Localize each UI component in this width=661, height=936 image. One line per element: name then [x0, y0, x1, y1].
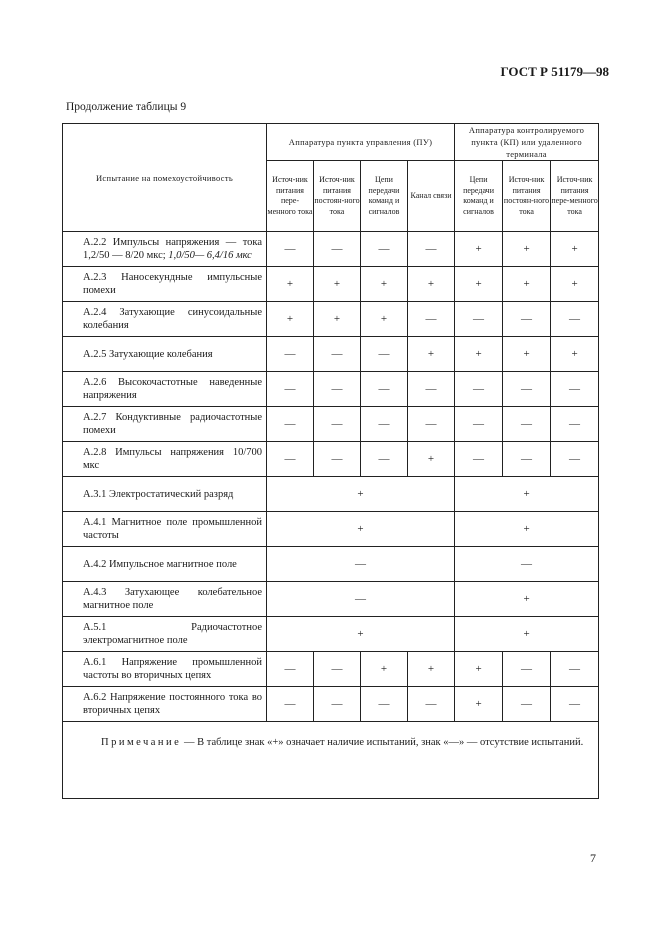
- page-number: 7: [590, 851, 596, 865]
- result-cell: —: [503, 652, 551, 687]
- test-name: А.2.3 Наносекундные импульсные помехи: [83, 272, 262, 296]
- note-text: — В таблице знак «+» означает наличие испытаний, знак «—» — отсутствие испытаний.: [181, 737, 584, 748]
- result-cell-kp: +: [455, 582, 599, 617]
- result-cell: —: [314, 372, 361, 407]
- table-row: [63, 232, 599, 267]
- test-name-cell: [63, 477, 267, 512]
- result-cell: —: [455, 442, 503, 477]
- result-cell: —: [503, 442, 551, 477]
- corner-header: Испытание на помехоустойчивость: [63, 124, 267, 232]
- result-cell: +: [408, 267, 455, 302]
- result-cell: +: [455, 232, 503, 267]
- test-name: А.2.8 Импульсы напряжения 10/700 мкс: [83, 447, 262, 471]
- table-row: [63, 337, 599, 372]
- result-cell: +: [408, 442, 455, 477]
- test-name-cell: [63, 547, 267, 582]
- result-cell: —: [551, 687, 599, 722]
- test-name-cell: [63, 512, 267, 547]
- table-note: [63, 722, 599, 799]
- result-cell: +: [314, 267, 361, 302]
- test-name-cell: [63, 302, 267, 337]
- result-cell: +: [314, 302, 361, 337]
- column-header: Цепи передачи команд и сигналов: [361, 161, 408, 232]
- table-row: [63, 512, 599, 547]
- result-cell: —: [551, 372, 599, 407]
- table-row: [63, 407, 599, 442]
- result-cell: —: [455, 407, 503, 442]
- result-cell: —: [361, 407, 408, 442]
- result-cell: +: [267, 267, 314, 302]
- result-cell: —: [361, 687, 408, 722]
- table-row: [63, 687, 599, 722]
- result-cell: —: [267, 442, 314, 477]
- result-cell-kp: +: [455, 617, 599, 652]
- result-cell: —: [314, 687, 361, 722]
- result-cell: —: [408, 372, 455, 407]
- table-row: [63, 442, 599, 477]
- test-name-cell: [63, 267, 267, 302]
- test-name-cell: [63, 407, 267, 442]
- result-cell: —: [503, 302, 551, 337]
- test-name: А.4.2 Импульсное магнитное поле: [83, 558, 237, 570]
- result-cell: —: [408, 687, 455, 722]
- table-row: [63, 617, 599, 652]
- result-cell-pu: +: [267, 512, 455, 547]
- result-cell: +: [361, 652, 408, 687]
- result-cell: —: [551, 652, 599, 687]
- result-cell: —: [503, 372, 551, 407]
- document-id: ГОСТ Р 51179—98: [500, 64, 609, 79]
- table-row: [63, 372, 599, 407]
- table-body: [63, 232, 599, 722]
- column-header: Цепи передачи команд и сигналов: [455, 161, 503, 232]
- result-cell: +: [551, 337, 599, 372]
- column-header: Источ-ник питания постоян-ного тока: [503, 161, 551, 232]
- result-cell: —: [503, 687, 551, 722]
- result-cell: —: [314, 652, 361, 687]
- result-cell: +: [408, 337, 455, 372]
- result-cell: —: [267, 337, 314, 372]
- result-cell-pu: —: [267, 582, 455, 617]
- test-name: А.2.2 Импульсы напряжения — тока 1,2/50 — 8/20 мкс;: [83, 237, 262, 261]
- result-cell: —: [267, 372, 314, 407]
- result-cell: —: [314, 407, 361, 442]
- result-cell: —: [267, 232, 314, 267]
- test-name-cell: [63, 582, 267, 617]
- table-row: [63, 582, 599, 617]
- result-cell: —: [314, 442, 361, 477]
- test-name: А.3.1 Электростатический разряд: [83, 488, 234, 500]
- result-cell: —: [361, 337, 408, 372]
- test-name-italic: 1,0/50— 6,4/16 мкс: [168, 250, 252, 261]
- result-cell: —: [455, 302, 503, 337]
- column-header: Канал связи: [408, 161, 455, 232]
- result-cell: —: [267, 687, 314, 722]
- result-cell: +: [503, 337, 551, 372]
- test-name: А.6.2 Напряжение постоянного тока во вторичных цепях: [83, 692, 262, 716]
- test-name-cell: [63, 372, 267, 407]
- group-header-pu: Аппаратура пункта управления (ПУ): [267, 124, 455, 161]
- result-cell: —: [314, 337, 361, 372]
- result-cell: —: [503, 407, 551, 442]
- result-cell: —: [551, 442, 599, 477]
- result-cell: —: [455, 372, 503, 407]
- result-cell: —: [408, 407, 455, 442]
- result-cell: +: [551, 232, 599, 267]
- table-row: [63, 477, 599, 512]
- result-cell: +: [455, 337, 503, 372]
- test-name-cell: [63, 617, 267, 652]
- result-cell-pu: —: [267, 547, 455, 582]
- test-name-cell: [63, 232, 267, 267]
- table-header: [63, 124, 599, 232]
- result-cell: +: [503, 267, 551, 302]
- table-row: [63, 652, 599, 687]
- result-cell: +: [361, 302, 408, 337]
- test-name: А.4.3 Затухающее колебательное магнитное поле: [83, 587, 262, 611]
- result-cell: —: [408, 302, 455, 337]
- test-name: А.2.6 Высокочастотные наведенные напряжения: [83, 377, 262, 401]
- result-cell: +: [455, 687, 503, 722]
- result-cell: +: [361, 267, 408, 302]
- test-name-cell: [63, 337, 267, 372]
- test-name: А.2.5 Затухающие колебания: [83, 348, 213, 360]
- group-header-kp: Аппаратура контролируемого пункта (КП) или удаленного терминала: [455, 124, 599, 161]
- result-cell-pu: +: [267, 477, 455, 512]
- test-name: А.2.7 Кондуктивные радиочастотные помехи: [83, 412, 262, 436]
- result-cell: +: [267, 302, 314, 337]
- table-row: [63, 302, 599, 337]
- result-cell: —: [267, 652, 314, 687]
- note-prefix: Примечание: [101, 737, 182, 748]
- test-name: А.6.1 Напряжение промышленной частоты во вторичных цепях: [83, 657, 262, 681]
- result-cell-kp: —: [455, 547, 599, 582]
- result-cell: —: [361, 232, 408, 267]
- result-cell: —: [314, 232, 361, 267]
- test-name: А.5.1 Радиочастотное электромагнитное поле: [83, 622, 262, 646]
- result-cell: +: [455, 267, 503, 302]
- table-row: [63, 267, 599, 302]
- test-name: А.4.1 Магнитное поле промышленной частоты: [83, 517, 262, 541]
- result-cell: +: [408, 652, 455, 687]
- test-name-cell: [63, 687, 267, 722]
- result-cell: +: [455, 652, 503, 687]
- result-cell: +: [551, 267, 599, 302]
- table-caption: Продолжение таблицы 9: [66, 101, 187, 113]
- result-cell: —: [408, 232, 455, 267]
- result-cell-kp: +: [455, 477, 599, 512]
- test-name: А.2.4 Затухающие синусоидальные колебания: [83, 307, 262, 331]
- result-cell: —: [361, 372, 408, 407]
- table-row: [63, 547, 599, 582]
- result-cell: —: [551, 407, 599, 442]
- table-9: [62, 123, 599, 799]
- result-cell: —: [267, 407, 314, 442]
- result-cell: +: [503, 232, 551, 267]
- column-header: Источ-ник питания пере-менного тока: [551, 161, 599, 232]
- test-name-cell: [63, 442, 267, 477]
- result-cell: —: [551, 302, 599, 337]
- test-name-cell: [63, 652, 267, 687]
- result-cell-pu: +: [267, 617, 455, 652]
- result-cell: —: [361, 442, 408, 477]
- column-header: Источ-ник питания постоян-ного тока: [314, 161, 361, 232]
- column-header: Источ-ник питания пере-менного тока: [267, 161, 314, 232]
- result-cell-kp: +: [455, 512, 599, 547]
